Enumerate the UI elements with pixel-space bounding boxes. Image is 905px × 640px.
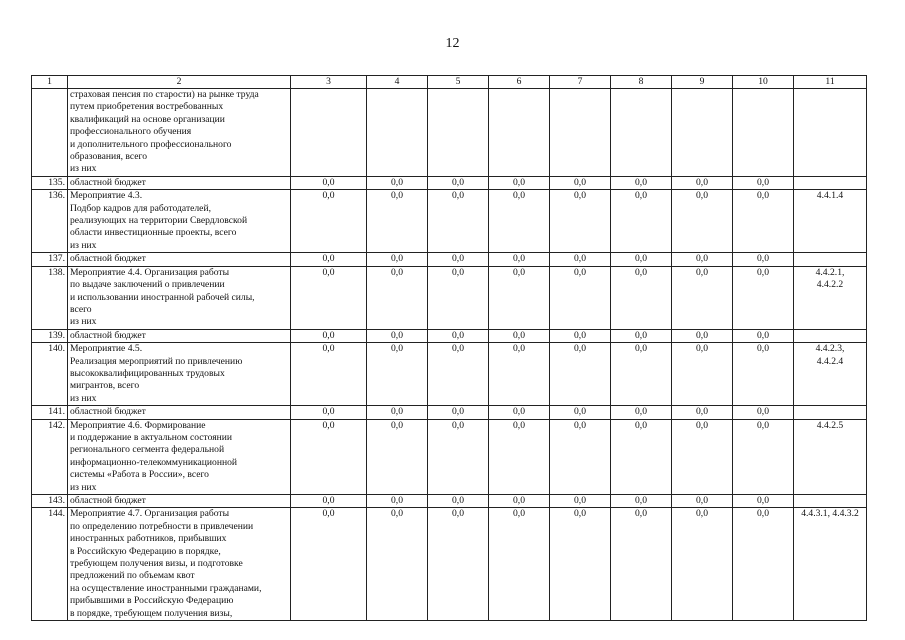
value-cell: 0,0 xyxy=(428,495,489,508)
value-cell: 0,0 xyxy=(550,495,611,508)
value-cell: 0,0 xyxy=(367,176,428,189)
target-code-cell xyxy=(794,406,867,419)
row-name-cell: областной бюджет xyxy=(68,329,291,342)
value-cell: 0,0 xyxy=(672,266,733,329)
header-cell: 2 xyxy=(68,76,291,89)
header-cell: 5 xyxy=(428,76,489,89)
value-cell: 0,0 xyxy=(489,343,550,406)
row-number-cell: 135. xyxy=(32,176,68,189)
row-name-cell: Мероприятие 4.5. Реализация мероприятий по привлечению высококвалифицированных трудовых мигрантов, всего из них xyxy=(68,343,291,406)
table-row xyxy=(32,253,867,266)
value-cell: 0,0 xyxy=(489,329,550,342)
value-cell: 0,0 xyxy=(611,266,672,329)
value-cell: 0,0 xyxy=(611,495,672,508)
table-body xyxy=(32,89,867,621)
row-number-cell: 140. xyxy=(32,343,68,406)
value-cell: 0,0 xyxy=(550,176,611,189)
value-cell: 0,0 xyxy=(733,406,794,419)
value-cell: 0,0 xyxy=(611,190,672,253)
value-cell: 0,0 xyxy=(428,343,489,406)
header-cell: 3 xyxy=(291,76,367,89)
value-cell: 0,0 xyxy=(489,190,550,253)
value-cell: 0,0 xyxy=(428,253,489,266)
row-name-cell: Мероприятие 4.4. Организация работы по выдаче заключений о привлечении и использовании иностранной рабочей силы, всего из них xyxy=(68,266,291,329)
value-cell: 0,0 xyxy=(550,406,611,419)
value-cell xyxy=(611,89,672,177)
value-cell: 0,0 xyxy=(611,253,672,266)
target-code-cell xyxy=(794,89,867,177)
table-row xyxy=(32,406,867,419)
value-cell: 0,0 xyxy=(550,419,611,494)
value-cell: 0,0 xyxy=(489,419,550,494)
value-cell: 0,0 xyxy=(489,495,550,508)
value-cell: 0,0 xyxy=(672,329,733,342)
table-row xyxy=(32,508,867,621)
value-cell: 0,0 xyxy=(367,495,428,508)
value-cell: 0,0 xyxy=(291,343,367,406)
value-cell: 0,0 xyxy=(733,266,794,329)
value-cell: 0,0 xyxy=(291,495,367,508)
value-cell: 0,0 xyxy=(291,329,367,342)
value-cell: 0,0 xyxy=(367,190,428,253)
header-cell: 8 xyxy=(611,76,672,89)
table-row xyxy=(32,329,867,342)
header-cell: 7 xyxy=(550,76,611,89)
value-cell: 0,0 xyxy=(672,495,733,508)
value-cell: 0,0 xyxy=(291,508,367,621)
table-row xyxy=(32,89,867,177)
row-number-cell: 142. xyxy=(32,419,68,494)
row-number-cell: 138. xyxy=(32,266,68,329)
target-code-cell: 4.4.1.4 xyxy=(794,190,867,253)
target-code-cell: 4.4.2.3, 4.4.2.4 xyxy=(794,343,867,406)
header-cell: 4 xyxy=(367,76,428,89)
value-cell: 0,0 xyxy=(367,329,428,342)
value-cell: 0,0 xyxy=(672,176,733,189)
row-name-cell: областной бюджет xyxy=(68,406,291,419)
row-name-cell: областной бюджет xyxy=(68,253,291,266)
table-row xyxy=(32,495,867,508)
value-cell: 0,0 xyxy=(367,343,428,406)
value-cell: 0,0 xyxy=(367,406,428,419)
value-cell xyxy=(733,89,794,177)
value-cell: 0,0 xyxy=(611,329,672,342)
row-name-cell: Мероприятие 4.6. Формирование и поддержание в актуальном состоянии регионального сегмента федеральной информационно-телекоммуникационной системы «Работа в России», всего из них xyxy=(68,419,291,494)
value-cell: 0,0 xyxy=(733,343,794,406)
table-header-row xyxy=(32,76,867,89)
value-cell: 0,0 xyxy=(733,253,794,266)
value-cell: 0,0 xyxy=(489,176,550,189)
value-cell xyxy=(428,89,489,177)
value-cell: 0,0 xyxy=(367,508,428,621)
value-cell: 0,0 xyxy=(291,190,367,253)
target-code-cell xyxy=(794,495,867,508)
value-cell: 0,0 xyxy=(428,406,489,419)
row-number-cell: 137. xyxy=(32,253,68,266)
value-cell: 0,0 xyxy=(428,508,489,621)
value-cell: 0,0 xyxy=(733,329,794,342)
value-cell xyxy=(550,89,611,177)
target-code-cell xyxy=(794,176,867,189)
value-cell: 0,0 xyxy=(428,176,489,189)
value-cell: 0,0 xyxy=(611,508,672,621)
table-row xyxy=(32,176,867,189)
row-name-cell: областной бюджет xyxy=(68,495,291,508)
table-row xyxy=(32,343,867,406)
value-cell: 0,0 xyxy=(733,176,794,189)
value-cell: 0,0 xyxy=(733,190,794,253)
value-cell xyxy=(489,89,550,177)
value-cell: 0,0 xyxy=(428,190,489,253)
header-cell: 9 xyxy=(672,76,733,89)
value-cell: 0,0 xyxy=(550,253,611,266)
target-code-cell: 4.4.2.5 xyxy=(794,419,867,494)
table-row xyxy=(32,266,867,329)
value-cell: 0,0 xyxy=(291,266,367,329)
value-cell: 0,0 xyxy=(550,343,611,406)
header-cell: 10 xyxy=(733,76,794,89)
value-cell: 0,0 xyxy=(367,266,428,329)
page-number: 12 xyxy=(445,36,460,51)
value-cell: 0,0 xyxy=(291,406,367,419)
value-cell: 0,0 xyxy=(489,406,550,419)
value-cell: 0,0 xyxy=(489,266,550,329)
value-cell: 0,0 xyxy=(550,329,611,342)
value-cell: 0,0 xyxy=(291,176,367,189)
row-name-cell: страховая пенсия по старости) на рынке труда путем приобретения востребованных квалификаций на основе организации профессионального обучения и дополнительного профессионального образования, всего из них xyxy=(68,89,291,177)
value-cell: 0,0 xyxy=(672,508,733,621)
value-cell: 0,0 xyxy=(550,190,611,253)
value-cell: 0,0 xyxy=(672,253,733,266)
row-name-cell: Мероприятие 4.7. Организация работы по определению потребности в привлечении иностранных работников, прибывших в Российскую Федерацию в порядке, требующем получения визы, и подготовке предложений по объемам квот на осуществление иностранными гражданами, прибывшими в Российскую Федерацию в порядке, требующем получения визы, xyxy=(68,508,291,621)
row-number-cell xyxy=(32,89,68,177)
value-cell: 0,0 xyxy=(489,508,550,621)
target-code-cell xyxy=(794,253,867,266)
value-cell: 0,0 xyxy=(733,508,794,621)
value-cell: 0,0 xyxy=(291,253,367,266)
row-number-cell: 136. xyxy=(32,190,68,253)
value-cell xyxy=(367,89,428,177)
value-cell: 0,0 xyxy=(428,329,489,342)
value-cell: 0,0 xyxy=(672,419,733,494)
target-code-cell xyxy=(794,329,867,342)
value-cell: 0,0 xyxy=(367,253,428,266)
value-cell: 0,0 xyxy=(672,190,733,253)
value-cell: 0,0 xyxy=(550,508,611,621)
header-cell: 1 xyxy=(32,76,68,89)
value-cell: 0,0 xyxy=(291,419,367,494)
table-row xyxy=(32,190,867,253)
value-cell: 0,0 xyxy=(611,406,672,419)
value-cell: 0,0 xyxy=(550,266,611,329)
row-number-cell: 141. xyxy=(32,406,68,419)
target-code-cell: 4.4.2.1, 4.4.2.2 xyxy=(794,266,867,329)
row-number-cell: 143. xyxy=(32,495,68,508)
value-cell: 0,0 xyxy=(428,419,489,494)
value-cell: 0,0 xyxy=(733,419,794,494)
target-code-cell: 4.4.3.1, 4.4.3.2 xyxy=(794,508,867,621)
value-cell xyxy=(672,89,733,177)
value-cell: 0,0 xyxy=(611,343,672,406)
row-name-cell: областной бюджет xyxy=(68,176,291,189)
row-number-cell: 139. xyxy=(32,329,68,342)
value-cell: 0,0 xyxy=(611,419,672,494)
budget-table xyxy=(31,75,867,621)
value-cell: 0,0 xyxy=(672,406,733,419)
value-cell: 0,0 xyxy=(428,266,489,329)
value-cell xyxy=(291,89,367,177)
value-cell: 0,0 xyxy=(367,419,428,494)
value-cell: 0,0 xyxy=(489,253,550,266)
header-cell: 11 xyxy=(794,76,867,89)
row-name-cell: Мероприятие 4.3. Подбор кадров для работодателей, реализующих на территории Свердловской области инвестиционные проекты, всего из них xyxy=(68,190,291,253)
table-row xyxy=(32,419,867,494)
value-cell: 0,0 xyxy=(733,495,794,508)
value-cell: 0,0 xyxy=(611,176,672,189)
header-cell: 6 xyxy=(489,76,550,89)
value-cell: 0,0 xyxy=(672,343,733,406)
row-number-cell: 144. xyxy=(32,508,68,621)
